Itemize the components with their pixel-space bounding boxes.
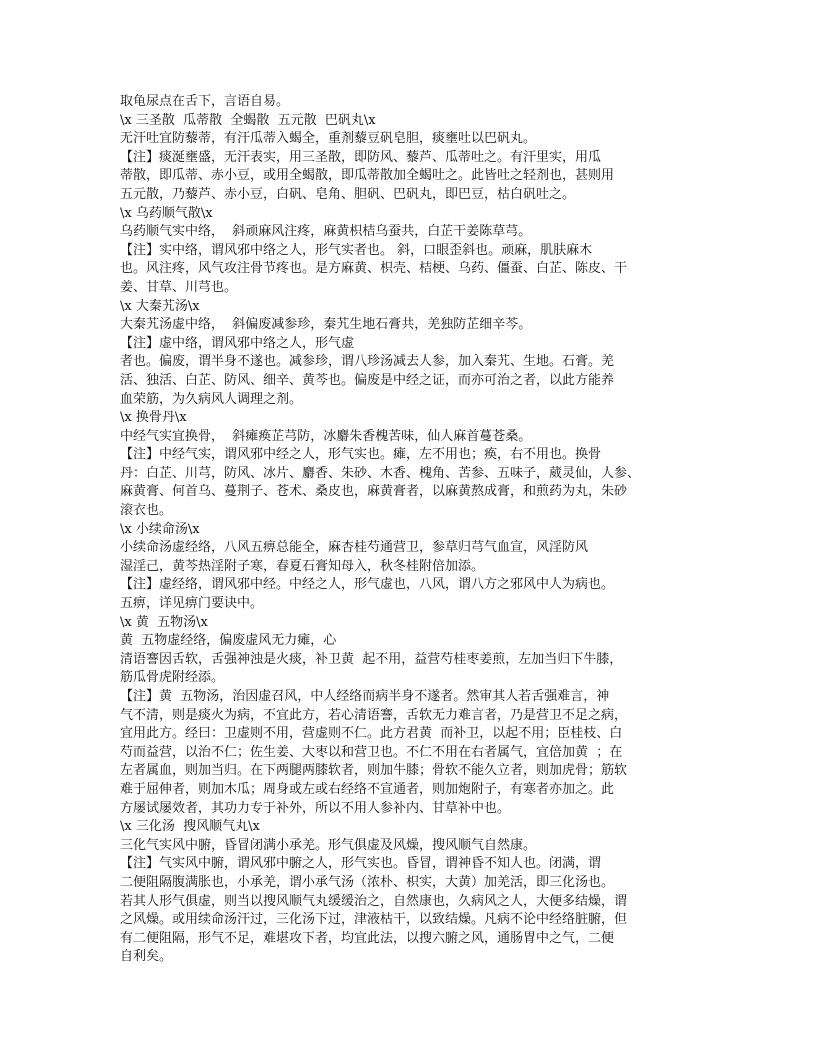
text-line: 芍而益营，以治不仁；佐生姜、大枣以和营卫也。不仁不用在右者属气，宜倍加黄 ；在 (120, 744, 623, 760)
text-line: 也。风注疼，风气攻注骨节疼也。是方麻黄、枳壳、桔梗、乌药、僵蚕、白芷、陈皮、干 (120, 261, 628, 277)
text-line: 【注】实中络，谓风邪中络之人，形气实者也。 斜，口眼歪斜也。顽麻，肌肤麻木 (120, 242, 593, 258)
text-line: 有二便阻隔，形气不足，难堪攻下者，均宜此法，以搜六腑之风，通肠胃中之气，二便 (120, 930, 615, 946)
text-line: 小续命汤虚经络，八风五痹总能全，麻杏桂芍通营卫，参草归芎气血宣，风淫防风 (120, 540, 589, 556)
text-line: 丹：白芷、川芎，防风、冰片、麝香、朱砂、木香、槐角、苦参、五味子，葳灵仙，人参、 (120, 465, 641, 481)
text-line: 之风燥。或用续命汤汗过，三化汤下过，津液枯干，以致结燥。凡病不论中经络脏腑，但 (120, 912, 628, 928)
text-line: 清语謇因舌软，舌强神浊是火痰，补卫黄 起不用，益营芍桂枣姜煎，左加当归下牛膝， (120, 651, 623, 667)
text-line: 者也。偏废，谓半身不遂也。减参珍，谓八珍汤减去人参，加入秦艽、生地。石膏。羌 (120, 354, 615, 370)
text-line: 二便阻隔腹满胀也，小承羌，谓小承气汤（浓朴、枳实，大黄）加羌活，即三化汤也。 (120, 874, 615, 890)
text-line: 【注】中经气实，谓风邪中经之人，形气实也。瘫，左不用也；痪，右不用也。换骨 (120, 447, 602, 463)
text-line: 【注】虚经络，谓风邪中经。中经之人，形气虚也，八风，谓八方之邪风中人为病也。 (120, 577, 615, 593)
text-line: \x 三圣散 瓜蒂散 全蝎散 五元散 巴矾丸\x (120, 112, 376, 128)
text-line: 难于屈伸者，则加木瓜；周身或左或右经络不宣通者，则加炮附子，有寒者亦加之。此 (120, 781, 615, 797)
text-line: 中经气实宜换骨， 斜瘫痪芷芎防，冰麝朱香槐苦味，仙人麻首蔓苍桑。 (120, 428, 532, 444)
text-line: 乌药顺气实中络， 斜顽麻风注疼，麻黄枳桔乌蚕共，白芷干姜陈草芎。 (120, 224, 532, 240)
text-line: 若其人形气俱虚，则当以搜风顺气丸缓缓治之，自然康也，久病风之人，大便多结燥，谓 (120, 893, 628, 909)
text-line: 气不清，则是痰火为病，不宜此方，若心清语謇，舌软无力难言者，乃是营卫不足之病， (120, 707, 628, 723)
text-line: 宜用此方。经曰：卫虚则不用，营虚则不仁。此方君黄 而补卫，以起不用；臣桂枝、白 (120, 726, 623, 742)
text-line: 滚衣也。 (120, 503, 173, 519)
text-line: 【注】黄 五物汤，治因虚召风，中人经络而病半身不遂者。然审其人若舌强难言，神 (120, 689, 610, 704)
text-line: 左者属血，则加当归。在下两腿两膝软者，则加牛膝；骨软不能久立者，则加虎骨；筋软 (120, 763, 628, 779)
text-line: 筋瓜骨虎附经添。 (120, 670, 225, 686)
text-line: 大秦艽汤虚中络， 斜偏废减参珍，秦艽生地石膏共，羌独防芷细辛芩。 (120, 317, 532, 333)
text-line: 五痹，详见痹门要诀中。 (120, 596, 264, 612)
text-line: \x 三化汤 搜风顺气丸\x (120, 819, 260, 835)
text-line: 无汗吐宜防藜蒂，有汗瓜蒂入蝎全，重剂藜豆矾皂胆，痰壅吐以巴矾丸。 (120, 131, 537, 147)
text-line: 活、独活、白芷、防风、细辛、黄芩也。偏废是中经之证，而亦可治之者，以此方能养 (120, 372, 615, 388)
text-line: \x 小续命汤\x (120, 521, 200, 537)
text-line: 【注】痰涎壅盛，无汗表实，用三圣散，即防风、藜芦、瓜蒂吐之。有汗里实，用瓜 (120, 149, 602, 165)
text-line: 五元散，乃藜芦、赤小豆，白矾、皂角、胆矾、巴矾丸，即巴豆，枯白矾吐之。 (120, 186, 576, 202)
text-line: 取龟尿点在舌下，言语自易。 (120, 94, 290, 109)
document-page (120, 93, 700, 967)
text-line: 三化气实风中腑，昏冒闭满小承羌。形气俱虚及风燥，搜风顺气自然康。 (120, 837, 537, 853)
text-line: 自利矣。 (120, 949, 173, 965)
text-line: 姜、甘草、川芎也。 (120, 279, 238, 295)
text-line: 湿淫己，黄芩热淫附子寒，春夏石膏知母入，秋冬桂附倍加添。 (120, 558, 485, 574)
text-line: \x 黄 五物汤\x (120, 614, 208, 630)
text-line: \x 乌药顺气散\x (120, 205, 213, 221)
text-line: 麻黄膏、何首乌、蔓荆子、苍术、桑皮也，麻黄膏者，以麻黄熬成膏，和煎药为丸，朱砂 (120, 484, 628, 500)
text-line: 蒂散，即瓜蒂、赤小豆，或用全蝎散，即瓜蒂散加全蝎吐之。此皆吐之轻剂也，甚则用 (120, 168, 615, 184)
text-line: 血荣筋，为久病风人调理之剂。 (120, 391, 303, 407)
text-line: 【注】气实风中腑，谓风邪中腑之人，形气实也。昏冒，谓神昏不知人也。闭满，谓 (120, 856, 602, 872)
text-line: \x 换骨丹\x (120, 410, 187, 426)
text-line: \x 大秦艽汤\x (120, 298, 200, 314)
text-line: 方屡试屡效者，其功力专于补外，所以不用人参补内、甘草补中也。 (120, 800, 511, 816)
text-line: 【注】虚中络，谓风邪中络之人，形气虚 (120, 335, 355, 351)
text-line: 黄 五物虚经络，偏废虚风无力瘫，心 (120, 633, 337, 649)
